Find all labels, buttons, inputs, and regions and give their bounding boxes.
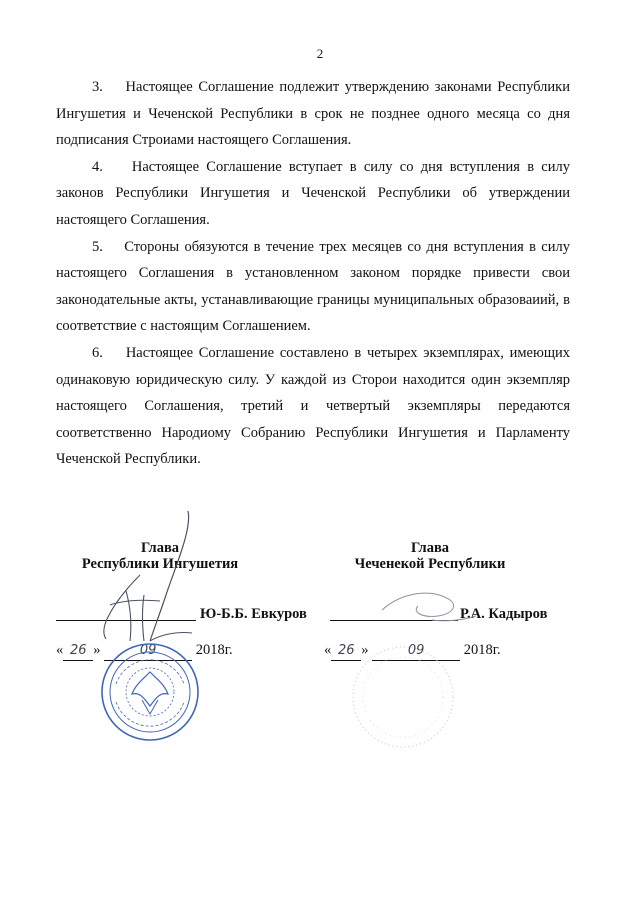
date-year-left: 2018г. <box>195 642 233 658</box>
signature-date-right <box>324 642 501 661</box>
signature-line-right <box>330 620 458 621</box>
date-day-right: 26 <box>331 644 361 661</box>
date-quote-close: » <box>93 642 101 658</box>
clause-6: 6. Настоящее Соглашение составлено в четырех экземплярах, имеющих одинаковую юридическую силу. У каждой из Сторои находится один экземпляр настоящего Соглашения, третий и четвертый экземпляры передаются соответственно Народиому Собранию Республики Ингушетия и Парламенту Чеченской Республики. <box>56 344 570 468</box>
clause-4: 4. Настоящее Соглашение вступает в силу со дня вступления в силу законов Республики Ингушетия и Чеченской Республики об утверждении настоящего Соглашения. <box>56 158 570 228</box>
date-quote-open: « <box>56 642 64 658</box>
signatory-ingushetia-title <box>60 540 260 572</box>
signature-line-left <box>56 620 196 621</box>
date-month-left: 09 <box>104 644 192 661</box>
signatory-republic-label: Чеченекой Республики <box>354 556 506 572</box>
signatory-title-label: Глава <box>140 540 180 556</box>
signatory-name-right: Р.А. Кадыров <box>460 606 548 622</box>
signatory-chechnya-title <box>330 540 530 572</box>
signatory-republic-label: Республики Ингушетия <box>81 556 239 572</box>
agreement-body <box>56 74 570 473</box>
date-month-right: 09 <box>372 644 460 661</box>
signatory-title-label: Глава <box>410 540 450 556</box>
signatory-name-left: Ю-Б.Б. Евкуров <box>200 606 307 622</box>
handwritten-signature-left <box>80 505 210 645</box>
date-quote-open: « <box>324 642 332 658</box>
clause-3: 3. Настоящее Соглашение подлежит утверждению законами Республики Ингушетия и Чеченской Республики в срок не позднее одного месяца со дня подписания Строиами настоящего Соглашения. <box>56 79 570 149</box>
date-day-left: 26 <box>63 644 93 661</box>
clause-5: 5. Стороны обязуются в течение трех месяцев со дня вступления в силу настоящего Соглашения в установленном законом порядке привести свои законодательные акты, устанавливающие границы муниципальных образоваиий, в соответствие с настоящим Соглашением. <box>56 238 570 335</box>
date-quote-close: » <box>361 642 369 658</box>
page-number: 2 <box>316 46 324 61</box>
date-year-right: 2018г. <box>463 642 501 658</box>
signature-date-left <box>56 642 233 661</box>
